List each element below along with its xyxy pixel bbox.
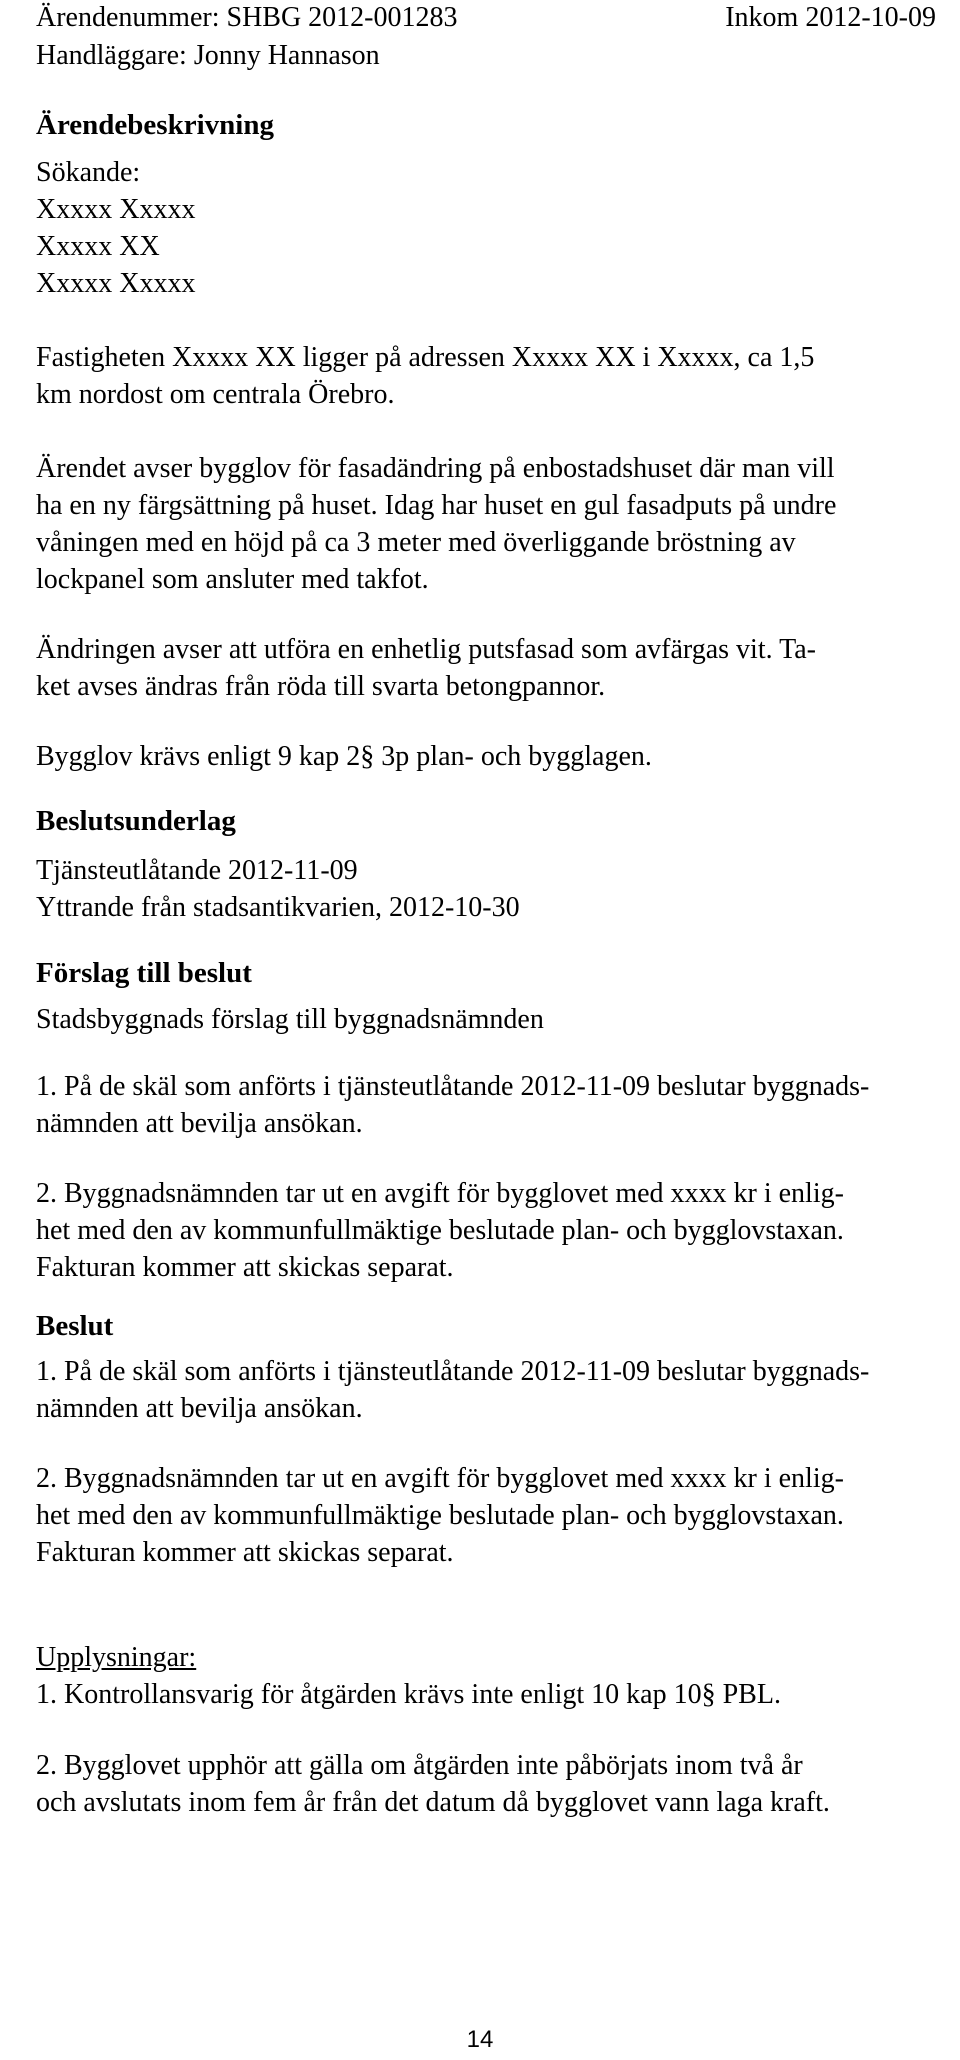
basis-item: Yttrande från stadsantikvarien, 2012-10-30	[36, 892, 520, 923]
basis-item: Tjänsteutlåtande 2012-11-09	[36, 855, 358, 886]
case-number: Ärendenummer: SHBG 2012-001283	[36, 2, 458, 33]
proposal-heading: Förslag till beslut	[36, 957, 252, 989]
proposal-point: 1. På de skäl som anförts i tjänsteutlåtande 2012-11-09 beslutar byggnads-	[36, 1071, 870, 1102]
proposal-point: het med den av kommunfullmäktige beslutade plan- och bygglovstaxan.	[36, 1215, 844, 1246]
change-line: ket avses ändras från röda till svarta betongpannor.	[36, 671, 606, 702]
matter-line: ha en ny färgsättning på huset. Idag har huset en gul fasadputs på undre	[36, 490, 837, 521]
decision-point: 1. På de skäl som anförts i tjänsteutlåtande 2012-11-09 beslutar byggnads-	[36, 1356, 870, 1387]
notes-item: och avslutats inom fem år från det datum då bygglovet vann laga kraft.	[36, 1787, 830, 1818]
proposal-intro: Stadsbyggnads förslag till byggnadsnämnden	[36, 1004, 544, 1035]
property-line: Fastigheten Xxxxx XX ligger på adressen Xxxxx XX i Xxxxx, ca 1,5	[36, 342, 815, 373]
change-line: Ändringen avser att utföra en enhetlig putsfasad som avfärgas vit. Ta-	[36, 634, 816, 665]
notes-heading: Upplysningar:	[36, 1642, 197, 1673]
proposal-point: Fakturan kommer att skickas separat.	[36, 1252, 454, 1283]
matter-line: lockpanel som ansluter med takfot.	[36, 564, 429, 595]
decision-point: 2. Byggnadsnämnden tar ut en avgift för bygglovet med xxxx kr i enlig-	[36, 1463, 844, 1494]
basis-heading: Beslutsunderlag	[36, 805, 236, 837]
decision-point: Fakturan kommer att skickas separat.	[36, 1537, 454, 1568]
page-number: 14	[466, 2026, 494, 2053]
decision-point: het med den av kommunfullmäktige beslutade plan- och bygglovstaxan.	[36, 1500, 844, 1531]
property-line: km nordost om centrala Örebro.	[36, 379, 395, 410]
decision-point: nämnden att bevilja ansökan.	[36, 1393, 363, 1424]
applicant-line: Xxxxx Xxxxx	[36, 194, 196, 225]
decision-heading: Beslut	[36, 1310, 114, 1342]
received-date: Inkom 2012-10-09	[725, 2, 936, 33]
notes-item: 2. Bygglovet upphör att gälla om åtgärden inte påbörjats inom två år	[36, 1750, 803, 1781]
applicant-line: Xxxxx Xxxxx	[36, 268, 196, 299]
applicant-label: Sökande:	[36, 157, 141, 188]
proposal-point: 2. Byggnadsnämnden tar ut en avgift för bygglovet med xxxx kr i enlig-	[36, 1178, 844, 1209]
permit-line: Bygglov krävs enligt 9 kap 2§ 3p plan- och bygglagen.	[36, 741, 652, 772]
description-heading: Ärendebeskrivning	[36, 109, 274, 141]
applicant-line: Xxxxx XX	[36, 231, 160, 262]
matter-line: Ärendet avser bygglov för fasadändring på enbostadshuset där man vill	[36, 453, 835, 484]
handler: Handläggare: Jonny Hannason	[36, 40, 380, 71]
matter-line: våningen med en höjd på ca 3 meter med överliggande bröstning av	[36, 527, 796, 558]
proposal-point: nämnden att bevilja ansökan.	[36, 1108, 363, 1139]
notes-item: 1. Kontrollansvarig för åtgärden krävs inte enligt 10 kap 10§ PBL.	[36, 1679, 781, 1710]
